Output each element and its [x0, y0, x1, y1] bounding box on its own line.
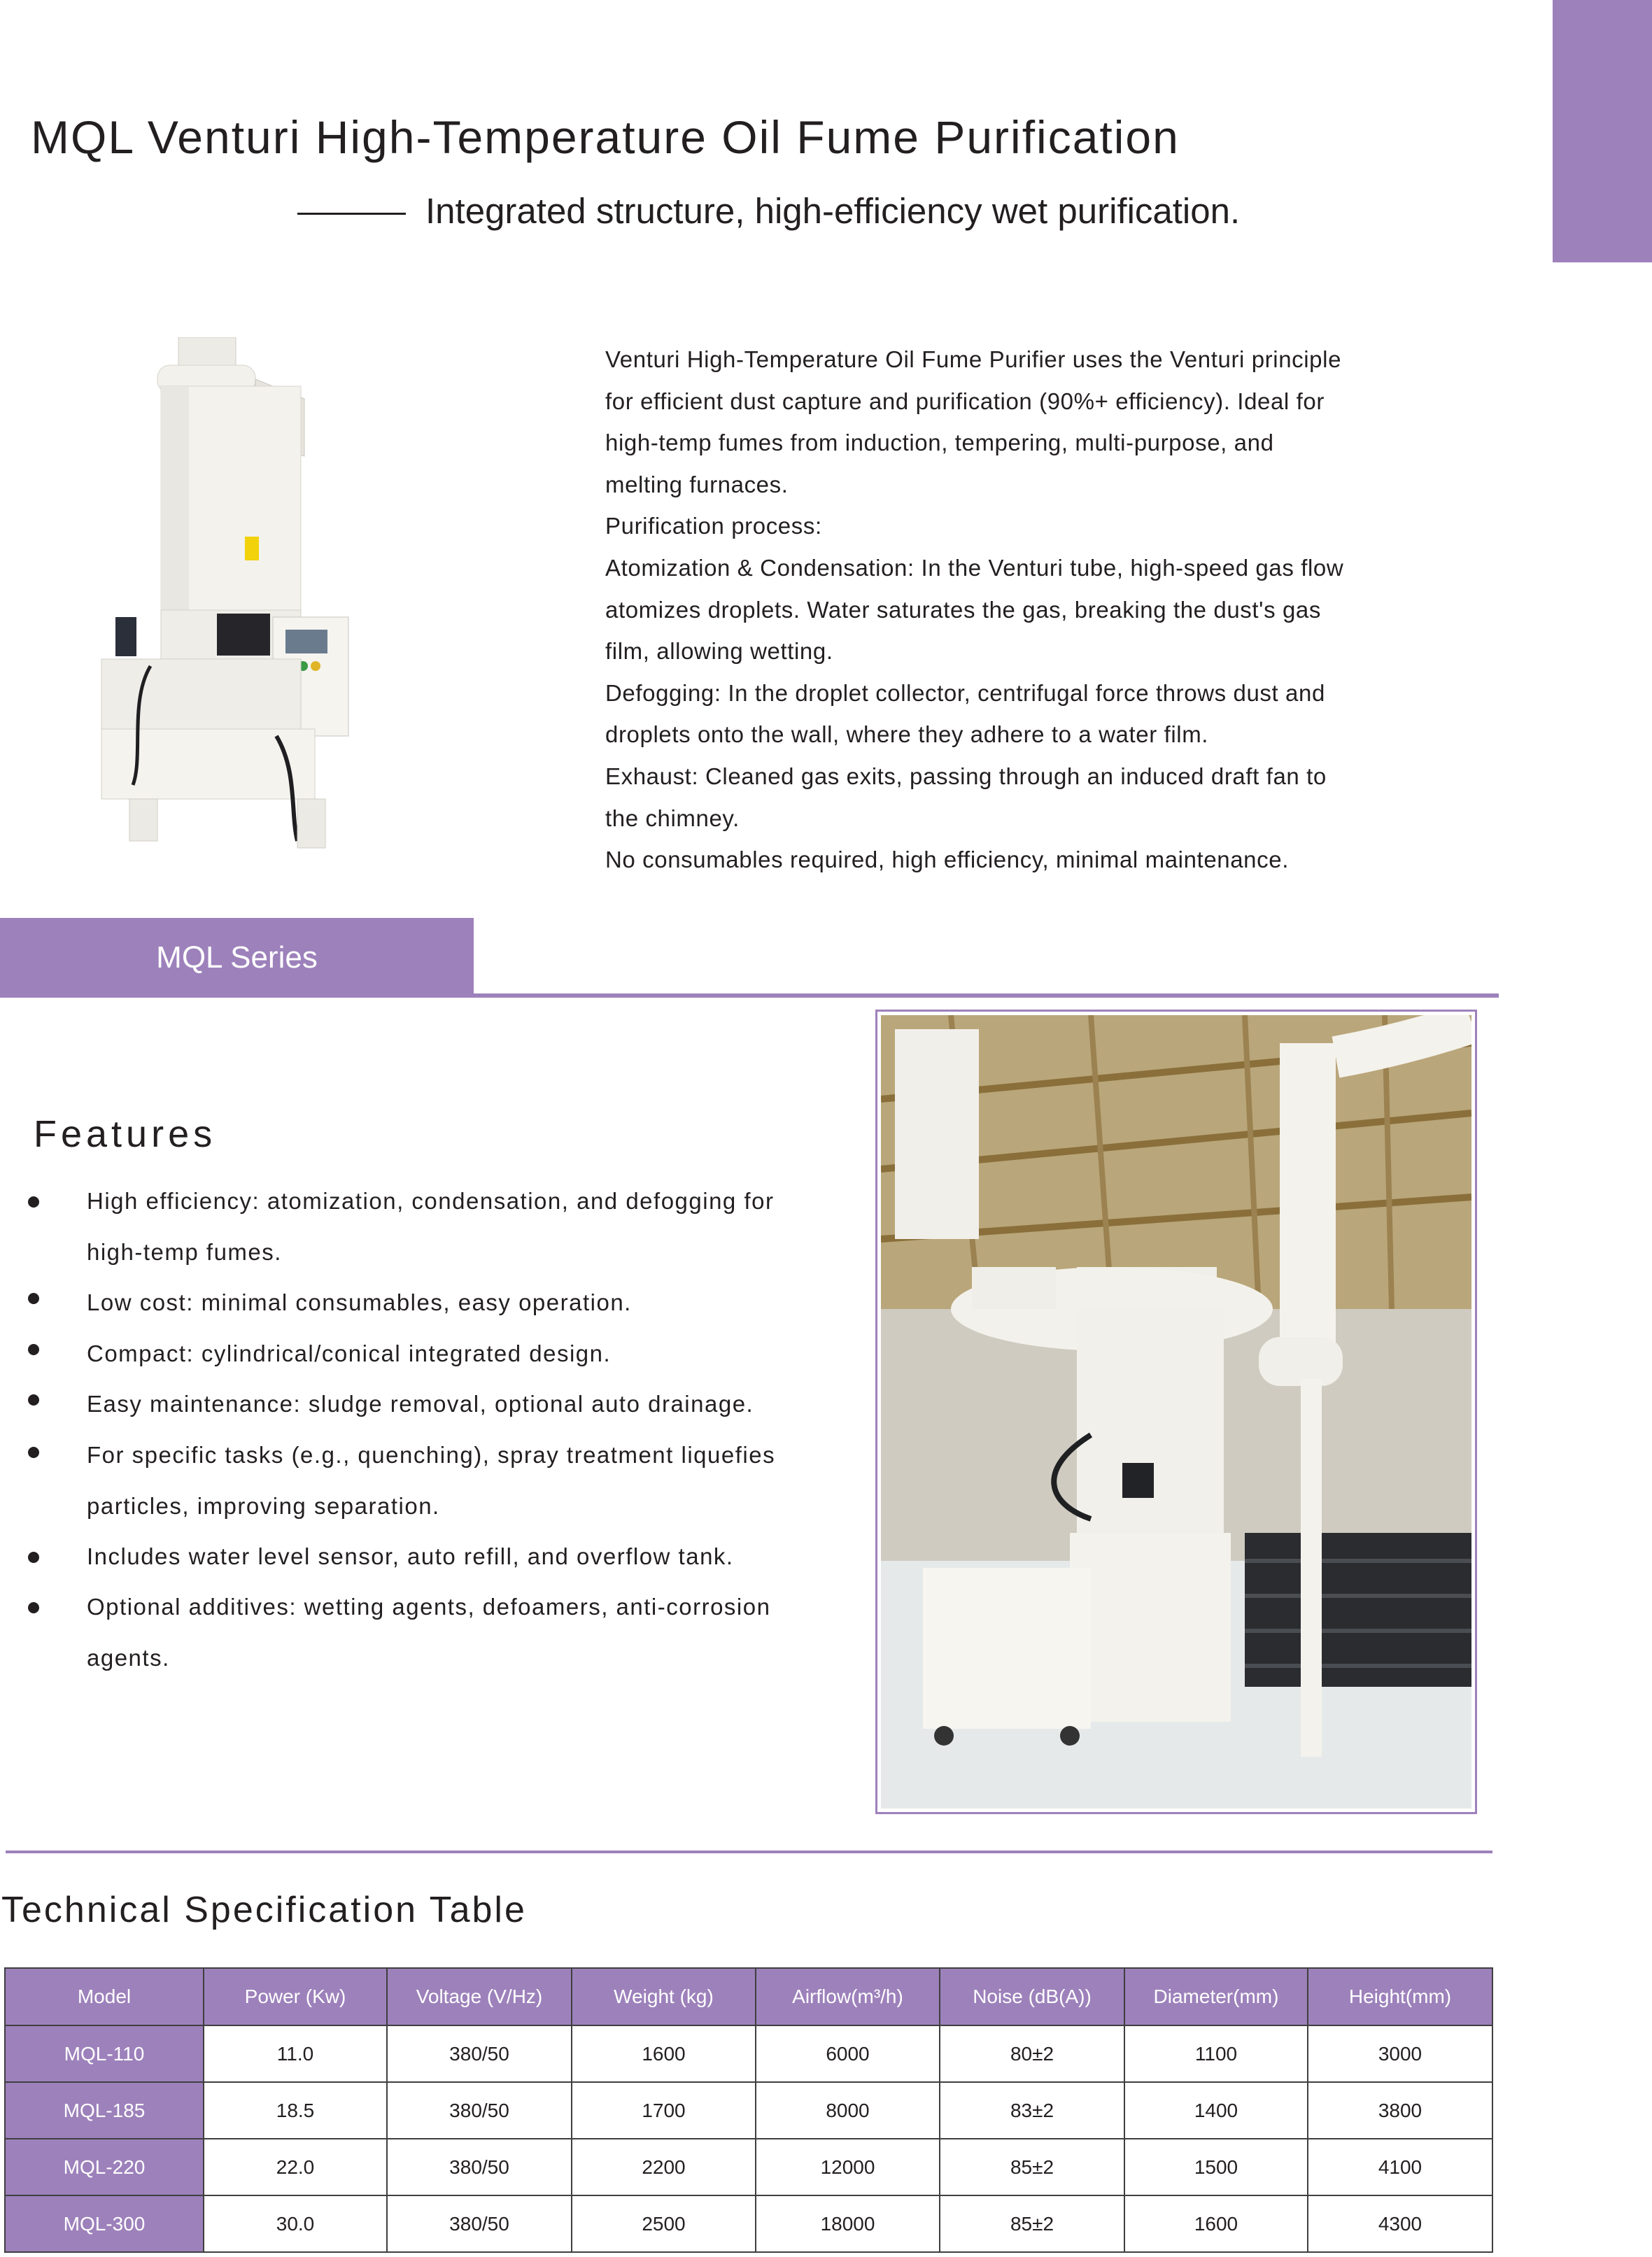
table-cell: 1600: [572, 2025, 756, 2082]
spec-header-row: [5, 1968, 1492, 2025]
spec-divider: [6, 1851, 1492, 1853]
table-cell: 8000: [756, 2082, 940, 2139]
feature-text: high-temp fumes.: [87, 1239, 282, 1265]
feature-text: Easy maintenance: sludge removal, optional auto drainage.: [87, 1391, 754, 1417]
table-cell: 380/50: [387, 2139, 572, 2195]
table-cell: 85±2: [940, 2139, 1124, 2195]
table-cell: 2500: [572, 2195, 756, 2252]
description-line: Atomization & Condensation: In the Venturi tube, high-speed gas flow: [605, 554, 1344, 581]
description-line: high-temp fumes from induction, tempering, multi-purpose, and: [605, 430, 1274, 456]
bullet-icon: [28, 1602, 39, 1613]
col-header: Power (Kw): [204, 1968, 387, 2025]
spec-table: [4, 1967, 1493, 2253]
col-header: Airflow(m³/h): [756, 1968, 940, 2025]
product-description: [605, 339, 1403, 881]
subtitle-dash: [297, 213, 406, 215]
col-header: Diameter(mm): [1124, 1968, 1308, 2025]
table-cell: 3000: [1308, 2025, 1492, 2082]
table-cell: 1700: [572, 2082, 756, 2139]
description-line: the chimney.: [605, 805, 740, 831]
table-cell: 18.5: [204, 2082, 387, 2139]
table-cell: 18000: [756, 2195, 940, 2252]
bullet-icon: [28, 1447, 39, 1458]
table-cell: 12000: [756, 2139, 940, 2195]
description-line: droplets onto the wall, where they adhere to a water film.: [605, 721, 1209, 748]
feature-text: Includes water level sensor, auto refill, and overflow tank.: [87, 1543, 734, 1569]
description-line: for efficient dust capture and purification (90%+ efficiency). Ideal for: [605, 388, 1325, 414]
table-cell: 1500: [1124, 2139, 1308, 2195]
table-cell: 1100: [1124, 2025, 1308, 2082]
table-cell: 380/50: [387, 2082, 572, 2139]
table-cell: 85±2: [940, 2195, 1124, 2252]
col-header: Height(mm): [1308, 1968, 1492, 2025]
table-cell: 80±2: [940, 2025, 1124, 2082]
table-cell: 3800: [1308, 2082, 1492, 2139]
model-cell: MQL-185: [5, 2082, 204, 2139]
table-cell: 380/50: [387, 2195, 572, 2252]
table-cell: 1400: [1124, 2082, 1308, 2139]
model-cell: MQL-110: [5, 2025, 204, 2082]
feature-text: agents.: [87, 1645, 170, 1671]
feature-text: Low cost: minimal consumables, easy operation.: [87, 1289, 632, 1315]
bullet-icon: [28, 1394, 39, 1406]
purifier-product-image: [87, 337, 367, 861]
col-header: Voltage (V/Hz): [387, 1968, 572, 2025]
table-cell: 4300: [1308, 2195, 1492, 2252]
table-row: [5, 2082, 1492, 2139]
description-line: Venturi High-Temperature Oil Fume Purifier uses the Venturi principle: [605, 346, 1342, 372]
series-divider: [474, 993, 1499, 998]
table-row: [5, 2195, 1492, 2252]
bullet-icon: [28, 1344, 39, 1355]
bullet-icon: [28, 1293, 39, 1304]
feature-text: High efficiency: atomization, condensation, and defogging for: [87, 1188, 775, 1214]
table-row: [5, 2139, 1492, 2195]
table-cell: 83±2: [940, 2082, 1124, 2139]
description-line: Exhaust: Cleaned gas exits, passing through an induced draft fan to: [605, 763, 1327, 789]
col-header: Noise (dB(A)): [940, 1968, 1124, 2025]
bullet-icon: [28, 1196, 39, 1208]
features-heading: Features: [34, 1113, 217, 1155]
description-line: atomizes droplets. Water saturates the gas, breaking the dust's gas: [605, 596, 1321, 623]
corner-accent-tab: [1553, 0, 1652, 262]
table-cell: 380/50: [387, 2025, 572, 2082]
feature-text: particles, improving separation.: [87, 1493, 440, 1519]
installation-photo: [881, 1015, 1471, 1809]
description-line: No consumables required, high efficiency, minimal maintenance.: [605, 847, 1289, 873]
table-cell: 1600: [1124, 2195, 1308, 2252]
table-row: [5, 2025, 1492, 2082]
table-cell: 4100: [1308, 2139, 1492, 2195]
col-header: Model: [5, 1968, 204, 2025]
table-cell: 22.0: [204, 2139, 387, 2195]
model-cell: MQL-300: [5, 2195, 204, 2252]
bullet-icon: [28, 1552, 39, 1563]
page-title: MQL Venturi High-Temperature Oil Fume Purification: [31, 111, 1180, 163]
model-cell: MQL-220: [5, 2139, 204, 2195]
description-line: Purification process:: [605, 513, 822, 539]
col-header: Weight (kg): [572, 1968, 756, 2025]
series-label: MQL Series: [156, 940, 318, 975]
spec-heading: Technical Specification Table: [1, 1890, 527, 1930]
description-line: film, allowing wetting.: [605, 638, 833, 665]
table-cell: 2200: [572, 2139, 756, 2195]
feature-text: Optional additives: wetting agents, defoamers, anti-corrosion: [87, 1594, 771, 1620]
feature-text: Compact: cylindrical/conical integrated design.: [87, 1340, 612, 1366]
description-line: melting furnaces.: [605, 471, 789, 497]
description-line: Defogging: In the droplet collector, centrifugal force throws dust and: [605, 679, 1325, 706]
table-cell: 30.0: [204, 2195, 387, 2252]
page-subtitle: Integrated structure, high-efficiency wet purification.: [425, 191, 1241, 231]
feature-text: For specific tasks (e.g., quenching), spray treatment liquefies: [87, 1442, 776, 1468]
table-cell: 11.0: [204, 2025, 387, 2082]
table-cell: 6000: [756, 2025, 940, 2082]
